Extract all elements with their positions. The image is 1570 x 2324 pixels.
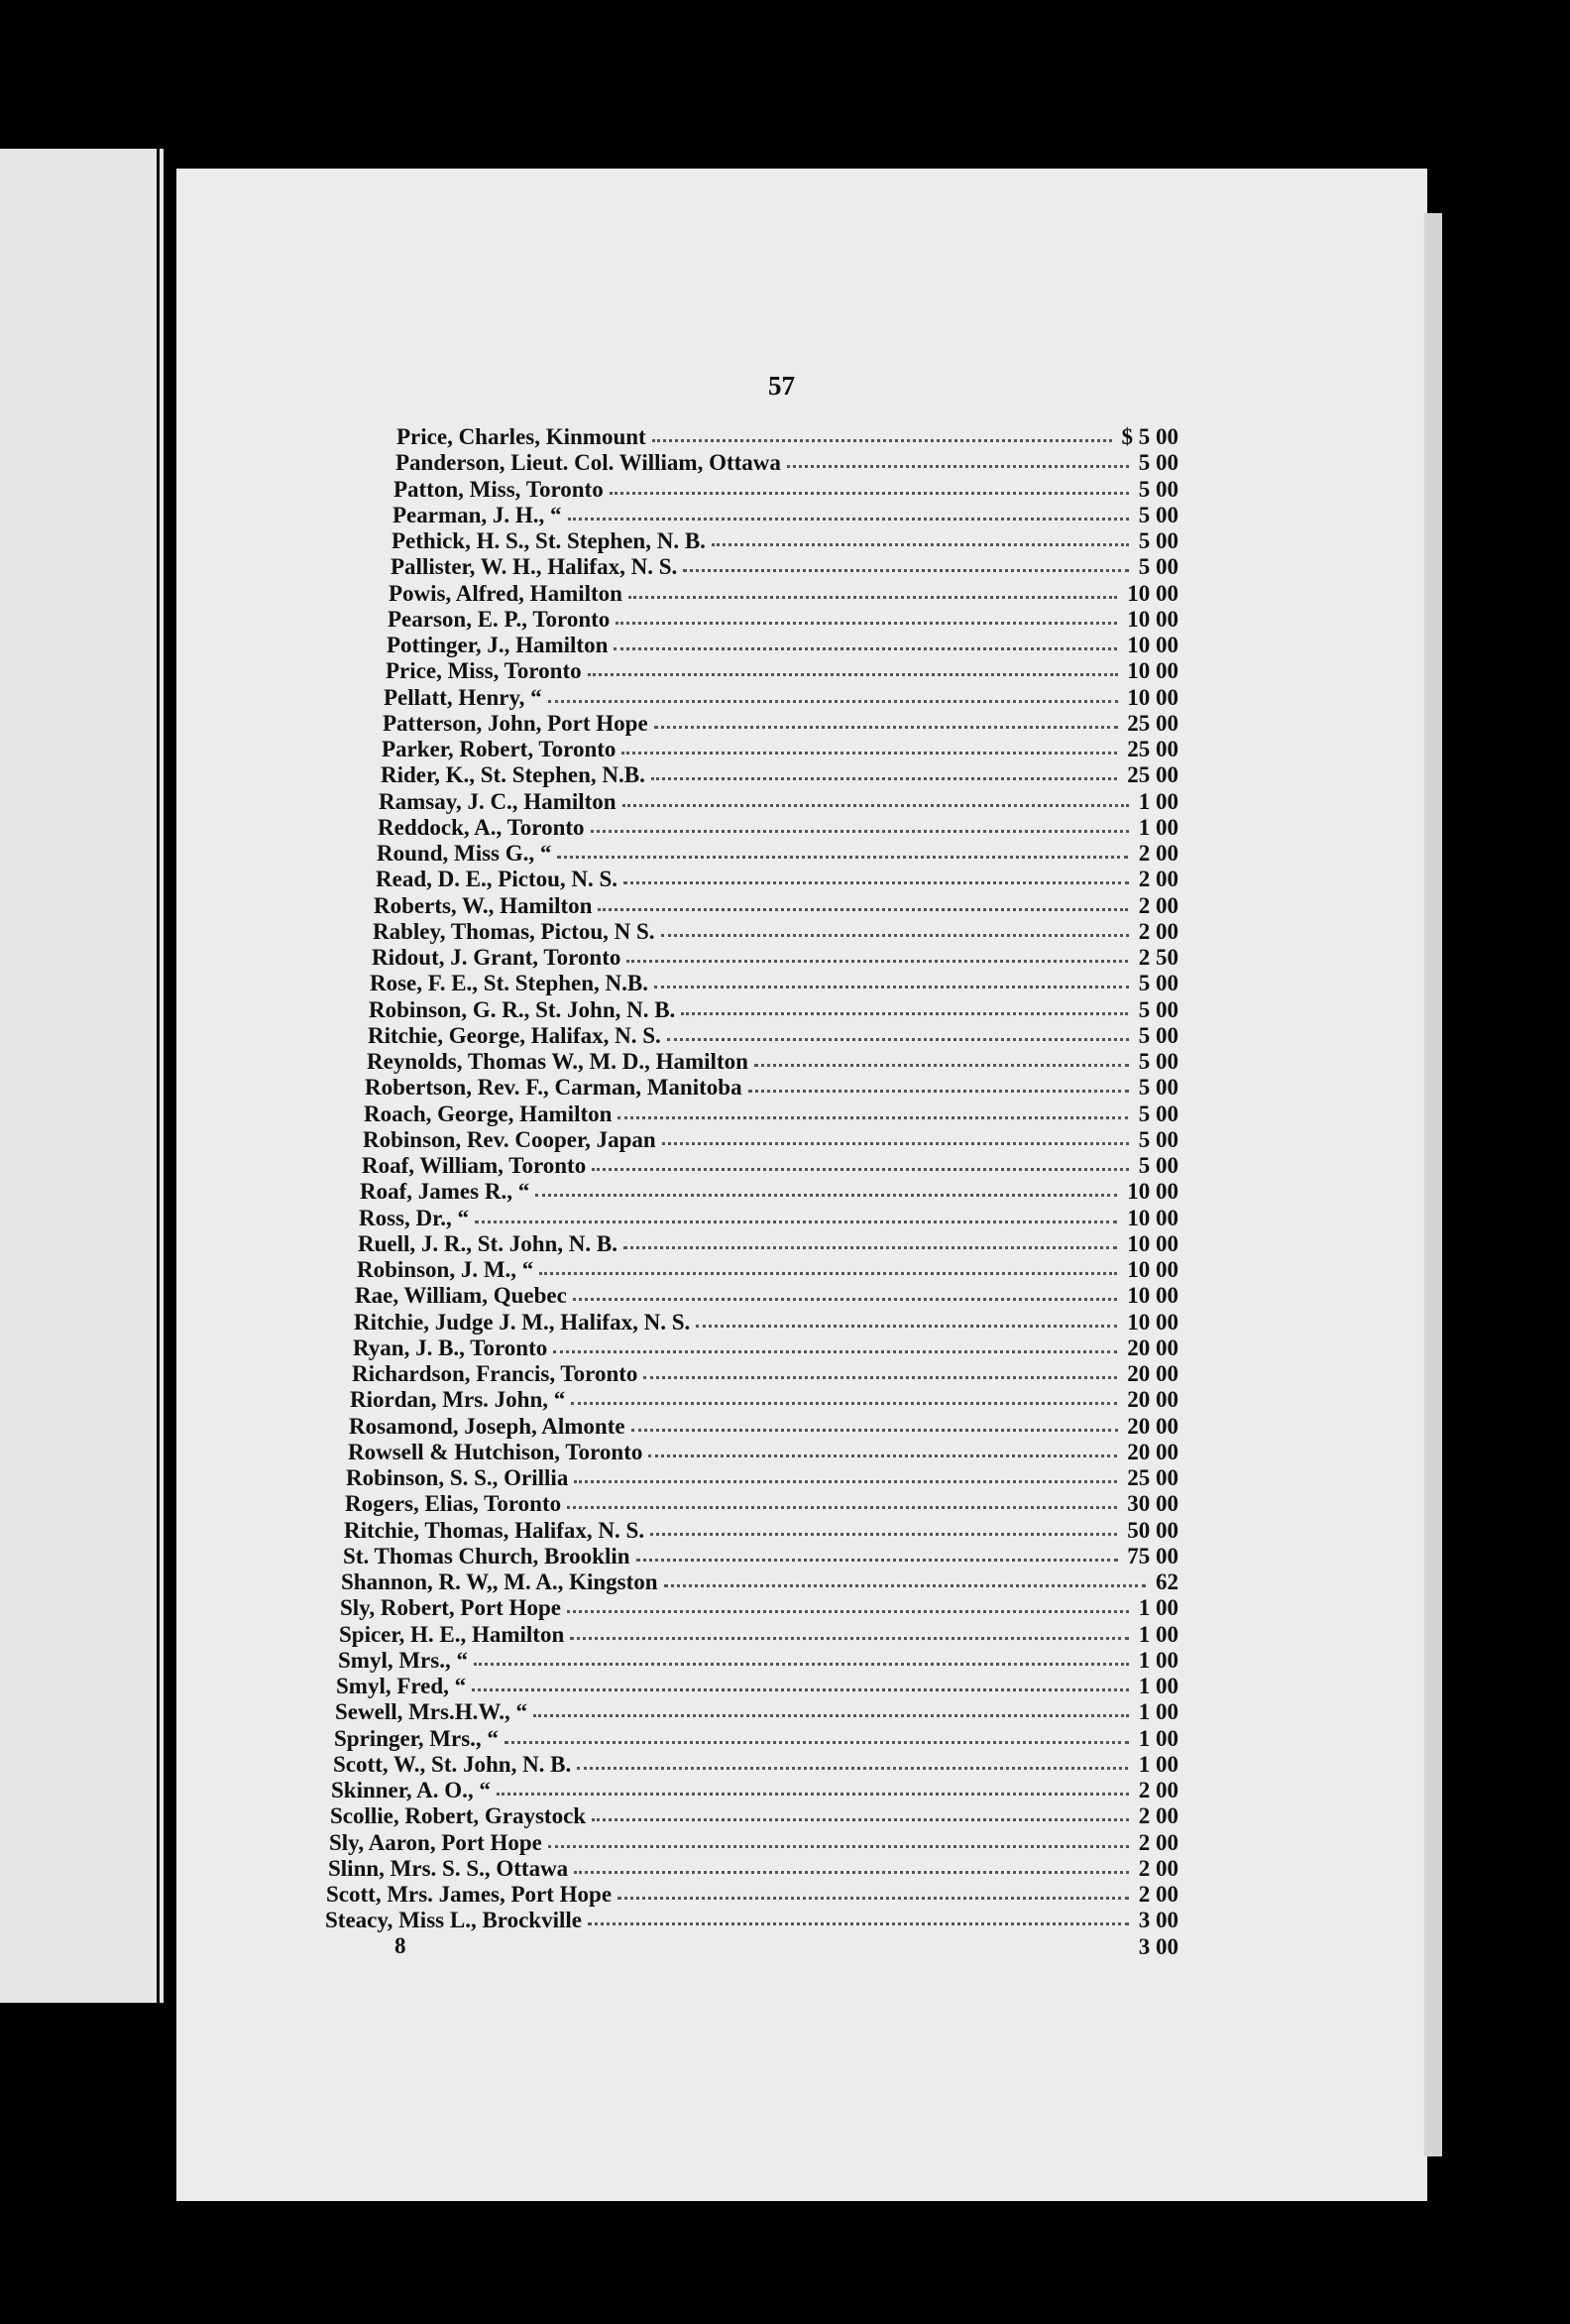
entry-name: Scott, Mrs. James, Port Hope [326,1882,613,1907]
leader-dots [748,1090,1129,1093]
entry-amount: 1 00 [1138,1674,1178,1698]
leader-dots [664,1584,1146,1587]
leader-dots [548,700,1118,703]
entry-amount: 2 00 [1138,1778,1178,1802]
list-entry [0,893,1570,919]
list-entry [0,658,1570,684]
leader-dots [754,1064,1129,1067]
leader-dots [472,1688,1129,1691]
list-entry [0,789,1570,815]
entry-amount: 5 00 [1138,997,1178,1022]
entry-name: Ryan, J. B., Toronto [353,1336,548,1360]
entry-name: Powis, Alfred, Hamilton [389,581,622,606]
list-entry [0,685,1570,711]
list-entry [0,424,1570,450]
list-entry [0,841,1570,867]
leader-dots [533,1714,1129,1717]
leader-dots [557,856,1128,859]
entry-amount: 10 00 [1127,1310,1178,1335]
entry-amount: 1 00 [1138,1595,1178,1620]
entry-amount: $ 5 00 [1121,424,1178,449]
entry-name: Parker, Robert, Toronto [382,737,617,761]
entry-amount: 5 00 [1138,1075,1178,1100]
entry-amount: 2 00 [1138,1803,1178,1828]
list-entry [0,1075,1570,1101]
entry-amount: 20 00 [1127,1336,1178,1360]
list-entry [0,1231,1570,1257]
entry-amount: 2 00 [1138,841,1178,866]
entry-amount: 2 00 [1138,867,1178,891]
leader-dots [636,1559,1118,1562]
list-entry [0,1336,1570,1361]
entry-name: Pottinger, J., Hamilton [387,633,609,657]
entry-amount: 20 00 [1127,1440,1178,1464]
entry-amount: 5 00 [1138,971,1178,995]
entry-amount: 10 00 [1127,658,1178,683]
list-entry [0,1569,1570,1595]
list-entry [0,1023,1570,1049]
leader-dots [553,1350,1117,1353]
entry-name: Panderson, Lieut. Col. William, Ottawa [395,450,781,475]
list-entry [0,1518,1570,1544]
entry-amount: 10 00 [1127,1231,1178,1256]
list-entry [0,867,1570,892]
entry-name: Roaf, James R., “ [360,1179,530,1204]
entry-name: Spicer, H. E., Hamilton [339,1622,565,1647]
entry-name: Slinn, Mrs. S. S., Ottawa [328,1856,569,1881]
entry-amount: 25 00 [1127,762,1178,787]
entry-amount: 20 00 [1127,1414,1178,1439]
list-entry [0,945,1570,971]
list-entry [0,1153,1570,1179]
list-entry [0,1387,1570,1413]
entry-amount: 5 00 [1138,1049,1178,1074]
list-entry [0,1882,1570,1908]
entry-amount: 10 00 [1127,633,1178,657]
entry-amount: 5 00 [1138,528,1178,553]
leader-dots [667,1038,1129,1041]
entry-name: Roberts, W., Hamilton [374,893,593,918]
leader-dots [683,569,1129,572]
entry-amount: 1 00 [1138,1622,1178,1647]
leader-dots [622,804,1129,807]
entry-name: Rowsell & Hutchison, Toronto [348,1440,643,1464]
entry-amount: 2 00 [1138,919,1178,944]
entry-amount: 5 00 [1138,1127,1178,1152]
entry-name: Rosamond, Joseph, Almonte [349,1414,625,1439]
leader-dots [652,439,1112,442]
entry-name: Robertson, Rev. F., Carman, Manitoba [365,1075,742,1100]
list-entry [0,1830,1570,1856]
entry-name: St. Thomas Church, Brooklin [343,1544,630,1569]
entry-amount: 2 00 [1138,893,1178,918]
entry-name: Price, Charles, Kinmount [396,424,646,449]
entry-amount: 10 00 [1127,1257,1178,1282]
leader-dots [662,1142,1129,1145]
entry-name: Riordan, Mrs. John, “ [350,1387,566,1412]
entry-amount: 2 50 [1138,945,1178,970]
entry-name: Roach, George, Hamilton [364,1102,613,1126]
entry-name: Robinson, J. M., “ [357,1257,534,1282]
entry-name: Rae, William, Quebec [355,1283,567,1308]
list-entry [0,1491,1570,1517]
list-entry [0,1283,1570,1309]
list-entry [0,554,1570,580]
list-entry [0,1440,1570,1465]
leader-dots [626,960,1128,963]
entry-name: Round, Miss G., “ [377,841,552,866]
leader-dots [570,1637,1129,1640]
entry-name: Ritchie, Judge J. M., Halifax, N. S. [354,1310,691,1335]
entry-amount: 5 00 [1138,554,1178,579]
list-entry [0,1803,1570,1829]
leader-dots [623,881,1129,884]
leader-dots [643,1376,1117,1379]
page-number: 57 [768,371,795,401]
entry-name: Patterson, John, Port Hope [383,711,648,736]
list-entry [0,1752,1570,1778]
entry-amount: 5 00 [1138,450,1178,475]
leader-dots [654,986,1129,988]
leader-dots [592,1818,1129,1821]
leader-dots [598,908,1128,911]
entry-amount: 20 00 [1127,1387,1178,1412]
list-entry [0,1726,1570,1752]
entry-amount: 10 00 [1127,581,1178,606]
leader-dots [568,518,1129,521]
entry-name: Ritchie, George, Halifax, N. S. [368,1023,661,1048]
list-entry [0,1361,1570,1387]
list-entry [0,477,1570,503]
entry-name: Reynolds, Thomas W., M. D., Hamilton [367,1049,748,1074]
entry-name: Ramsay, J. C., Hamilton [379,789,617,814]
entry-amount: 50 00 [1127,1518,1178,1543]
list-entry [0,1257,1570,1283]
entry-amount: 62 [1156,1569,1178,1594]
list-entry [0,1856,1570,1882]
entry-amount: 5 00 [1138,1102,1178,1126]
leader-dots [696,1325,1117,1328]
leader-dots [681,1012,1128,1015]
list-entry [0,1102,1570,1127]
entry-name: Rider, K., St. Stephen, N.B. [381,762,645,787]
entry-amount: 5 00 [1138,1153,1178,1178]
leader-dots [475,1220,1117,1223]
list-entry [0,1414,1570,1440]
entry-amount: 5 00 [1138,1023,1178,1048]
entry-name: Robinson, Rev. Cooper, Japan [363,1127,656,1152]
entry-name: Patton, Miss, Toronto [393,477,604,502]
leader-dots [535,1194,1117,1197]
entry-amount: 75 00 [1127,1544,1178,1569]
entry-amount: 10 00 [1127,1206,1178,1230]
entry-name: Reddock, A., Toronto [378,815,585,840]
leader-dots [661,934,1129,937]
entry-name: Pearman, J. H., “ [392,503,562,527]
entry-amount: 10 00 [1127,685,1178,710]
entry-amount: 30 00 [1127,1491,1178,1516]
list-entry [0,919,1570,945]
leader-dots [548,1845,1129,1848]
entry-amount: 5 00 [1138,503,1178,527]
entry-name: Pallister, W. H., Halifax, N. S. [391,554,678,579]
entry-amount: 1 00 [1138,1752,1178,1777]
entry-name: Skinner, A. O., “ [331,1778,491,1802]
leader-dots [577,1767,1128,1770]
list-entry [0,971,1570,996]
list-entry [0,1778,1570,1803]
leader-dots [574,1871,1129,1874]
entry-name: Ritchie, Thomas, Halifax, N. S. [344,1518,645,1543]
entry-name: Ridout, J. Grant, Toronto [372,945,621,970]
entry-name: Pethick, H. S., St. Stephen, N. B. [392,528,706,553]
leader-dots [571,1402,1117,1405]
entry-amount: 1 00 [1138,789,1178,814]
entry-amount: 3 00 [1138,1934,1178,1959]
entry-name: Steacy, Miss L., Brockville [325,1908,582,1932]
list-entry [0,1049,1570,1075]
list-entry [0,997,1570,1023]
leader-dots [651,777,1117,780]
signature-mark: 8 [394,1933,406,1958]
entry-name: Price, Miss, Toronto [386,658,582,683]
leader-dots [573,1298,1117,1301]
list-entry [0,1674,1570,1699]
entry-amount: 20 00 [1127,1361,1178,1386]
leader-dots [474,1663,1129,1666]
leader-dots [588,673,1118,676]
leader-dots [567,1610,1129,1613]
entry-name: Rose, F. E., St. Stephen, N.B. [370,971,648,995]
leader-dots [623,1246,1117,1249]
entry-amount: 5 00 [1138,477,1178,502]
entry-name: Pellatt, Henry, “ [384,685,542,710]
list-entry [0,1127,1570,1153]
entry-amount: 3 00 [1138,1908,1178,1932]
list-entry [0,1179,1570,1205]
list-entry [0,1310,1570,1336]
list-entry [0,1699,1570,1725]
leader-dots [567,1506,1117,1509]
entry-amount: 2 00 [1138,1882,1178,1907]
leader-dots [505,1741,1129,1744]
entry-name: Smyl, Mrs., “ [338,1648,468,1673]
entry-name: Ruell, J. R., St. John, N. B. [358,1231,617,1256]
entry-amount: 1 00 [1138,815,1178,840]
leader-dots [610,492,1129,495]
entry-amount: 1 00 [1138,1699,1178,1724]
entry-amount: 1 00 [1138,1648,1178,1673]
leader-dots [574,1480,1117,1483]
list-entry [0,1595,1570,1621]
entry-amount: 10 00 [1127,607,1178,632]
list-entry [0,1544,1570,1569]
leader-dots [712,543,1129,546]
leader-dots [650,1533,1117,1536]
entry-name: Roaf, William, Toronto [362,1153,587,1178]
entry-name: Richardson, Francis, Toronto [352,1361,638,1386]
leader-dots [787,465,1129,468]
entry-name: Smyl, Fred, “ [336,1674,467,1698]
list-entry [0,762,1570,788]
leader-dots [591,830,1129,833]
leader-dots [616,622,1117,625]
leader-dots [617,1116,1128,1119]
entry-name: Rogers, Elias, Toronto [345,1491,562,1516]
list-entry [0,607,1570,633]
list-entry [0,815,1570,841]
entry-name: Read, D. E., Pictou, N. S. [376,867,618,891]
entry-amount: 1 00 [1138,1726,1178,1751]
list-entry [0,1622,1570,1648]
entry-name: Shannon, R. W,, M. A., Kingston [341,1569,658,1594]
entry-name: Sly, Robert, Port Hope [340,1595,561,1620]
leader-dots [648,1454,1117,1457]
entry-name: Sly, Aaron, Port Hope [329,1830,542,1855]
entry-amount: 25 00 [1127,1465,1178,1490]
list-entry [0,581,1570,607]
leader-dots [628,596,1117,599]
entry-name: Robinson, G. R., St. John, N. B. [369,997,676,1022]
leader-dots [614,647,1117,650]
entry-amount: 10 00 [1127,1179,1178,1204]
leader-dots [588,1922,1129,1925]
entry-amount: 25 00 [1127,737,1178,761]
list-entry [0,1934,1570,1960]
entry-name: Springer, Mrs., “ [334,1726,499,1751]
leader-dots [497,1793,1129,1796]
entry-amount: 10 00 [1127,1283,1178,1308]
entry-name: Scollie, Robert, Graystock [330,1803,587,1828]
leader-dots [592,1168,1129,1171]
entry-name: Rabley, Thomas, Pictou, N S. [373,919,655,944]
list-entry [0,1206,1570,1231]
leader-dots [654,726,1118,729]
entry-amount: 2 00 [1138,1830,1178,1855]
list-entry [0,633,1570,658]
entry-name: Scott, W., St. John, N. B. [333,1752,572,1777]
entry-name: Robinson, S. S., Orillia [346,1465,569,1490]
entry-name: Ross, Dr., “ [359,1206,469,1230]
entry-name: Sewell, Mrs.H.W., “ [335,1699,527,1724]
list-entry [0,1465,1570,1491]
list-entry [0,450,1570,476]
leader-dots [617,1897,1129,1900]
list-entry [0,503,1570,528]
list-entry [0,737,1570,762]
leader-dots [539,1272,1117,1275]
list-entry [0,711,1570,737]
list-entry [0,528,1570,554]
entry-amount: 25 00 [1127,711,1178,736]
leader-dots [631,1429,1118,1432]
entry-amount: 2 00 [1138,1856,1178,1881]
list-entry [0,1908,1570,1933]
list-entry [0,1648,1570,1674]
leader-dots [621,752,1117,755]
entry-name: Pearson, E. P., Toronto [388,607,611,632]
